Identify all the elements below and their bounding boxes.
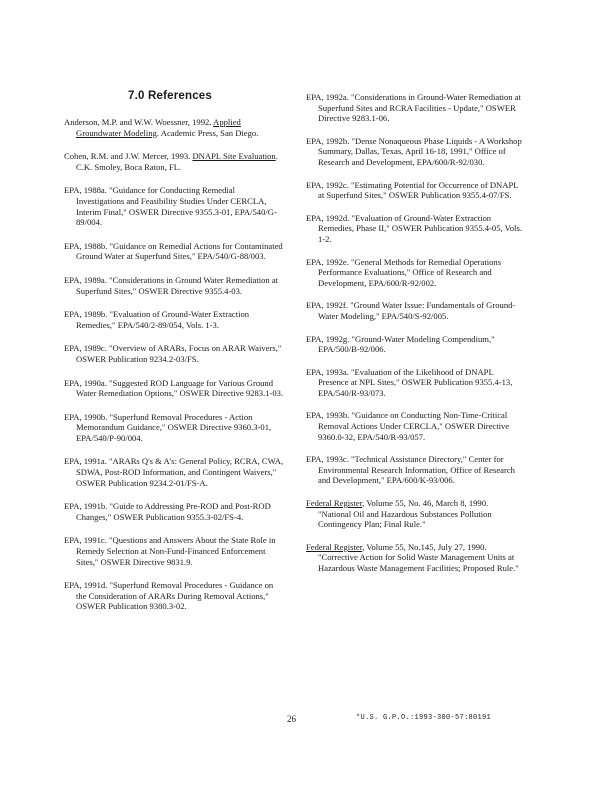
reference-entry: EPA, 1991d. "Superfund Removal Procedures - Guidance on the Consideration of ARARs During Removal Actions," OSWER Publication 9380.3-02. — [64, 580, 274, 612]
reference-entry: Federal Register, Volume 55, No.145, July 27, 1990. "Corrective Action for Solid Waste Management Units at Hazardous Waste Management Facilities; Proposed Rule." — [306, 541, 519, 573]
reference-entry: EPA, 1993b. "Guidance on Conducting Non-Time-Critical Removal Actions Under CERCLA," OSWER Directive 9360.0-32, EPA/540/R-93/057. — [306, 410, 510, 442]
reference-entry: EPA, 1992g. "Ground-Water Modeling Compendium," EPA/500/B-92/006. — [306, 333, 495, 355]
reference-entry: Cohen, R.M. and J.W. Mercer, 1993. DNAPL Site Evaluation. C.K. Smoley, Boca Raton, FL. — [64, 151, 278, 172]
reference-entry: EPA, 1989a. "Considerations in Ground Water Remediation at Superfund Sites," OSWER Directive 9355.4-03. — [64, 274, 279, 296]
reference-entry: EPA, 1992c. "Estimating Potential for Occurrence of DNAPL at Superfund Sites," OSWER Publication 9355.4-07/FS. — [306, 179, 519, 201]
reference-entry: EPA, 1990b. "Superfund Removal Procedures - Action Memorandum Guidance," OSWER Directive 9360.3-01, EPA/540/P-90/004. — [64, 411, 272, 443]
reference-entry: EPA, 1992e. "General Methods for Remedial Operations Performance Evaluations," Office of Research and Development, EPA/600/R-92/002. — [306, 256, 502, 288]
reference-entry: EPA, 1990a. "Suggested ROD Language for Various Ground Water Remediation Options," OSWER Directive 9283.1-03. — [64, 377, 284, 399]
reference-entry: EPA, 1991a. "ARARs Q's & A's: General Policy, RCRA, CWA, SDWA, Post-ROD Information, and Contingent Waivers," OSWER Publication 9234.2-01/FS-A. — [64, 456, 284, 488]
printing-office-line: *U.S. G.P.O.:1993-300-57:80191 — [356, 714, 492, 722]
reference-entry: Anderson, M.P. and W.W. Woessner, 1992. Applied Groundwater Modeling. Academic Press, San Diego. — [64, 117, 259, 138]
reference-entry: EPA, 1992d. "Evaluation of Ground-Water Extraction Remedies, Phase II," OSWER Publication 9355.4-05, Vols. 1-2. — [306, 212, 522, 244]
reference-entry: EPA, 1989b. "Evaluation of Ground-Water Extraction Remedies," EPA/540/2-89/054, Vols. 1-3. — [64, 309, 250, 330]
reference-entry: EPA, 1993c. "Technical Assistance Directory," Center for Environmental Research Information, Office of Research and Development," EPA/600/K-93/006. — [306, 454, 515, 486]
reference-entry: EPA, 1991c. "Questions and Answers About the State Role in Remedy Selection at Non-Fund-Financed Enforcement Sites," OSWER Directive 9831.9. — [64, 535, 276, 567]
references-column-right — [306, 92, 522, 574]
section-heading: 7.0 References — [128, 90, 212, 102]
reference-entry: Federal Register, Volume 55, No. 46, March 8, 1990. "National Oil and Hazardous Substances Pollution Contingency Plan; Final Rule." — [306, 498, 492, 530]
reference-entry: EPA, 1991b. "Guide to Addressing Pre-ROD and Post-ROD Changes," OSWER Publication 9355.3-02/FS-4. — [64, 501, 271, 522]
reference-entry: EPA, 1993a. "Evaluation of the Likelihood of DNAPL Presence at NPL Sites," OSWER Publication 9355.4-13, EPA/540/R-93/073. — [306, 366, 513, 398]
reference-entry: EPA, 1989c. "Overview of ARARs, Focus on ARAR Waivers," OSWER Publication 9234.2-03/FS. — [64, 343, 282, 364]
reference-entry: EPA, 1988b. "Guidance on Remedial Actions for Contaminated Ground Water at Superfund Sites," EPA/540/G-88/003. — [64, 240, 283, 262]
reference-entry: EPA, 1988a. "Guidance for Conducting Remedial Investigations and Feasibility Studies Under CERCLA, Interim Final," OSWER Directive 9355.3-01, EPA/540/G-89/004. — [64, 185, 277, 228]
references-column-left — [64, 117, 284, 612]
reference-entry: EPA, 1992b. "Dense Nonaqueous Phase Liquids - A Workshop Summary, Dallas, Texas, April 16-18, 1991," Office of Research and Development, EPA/600/R-92/030. — [306, 135, 522, 167]
reference-entry: EPA, 1992a. "Considerations in Ground-Water Remediation at Superfund Sites and RCRA Facilities - Update," OSWER Directive 9283.1-06. — [306, 92, 521, 124]
reference-entry: EPA, 1992f. "Ground Water Issue: Fundamentals of Ground-Water Modeling," EPA/540/S-92/005. — [306, 300, 516, 321]
page-number: 26 — [287, 714, 296, 724]
